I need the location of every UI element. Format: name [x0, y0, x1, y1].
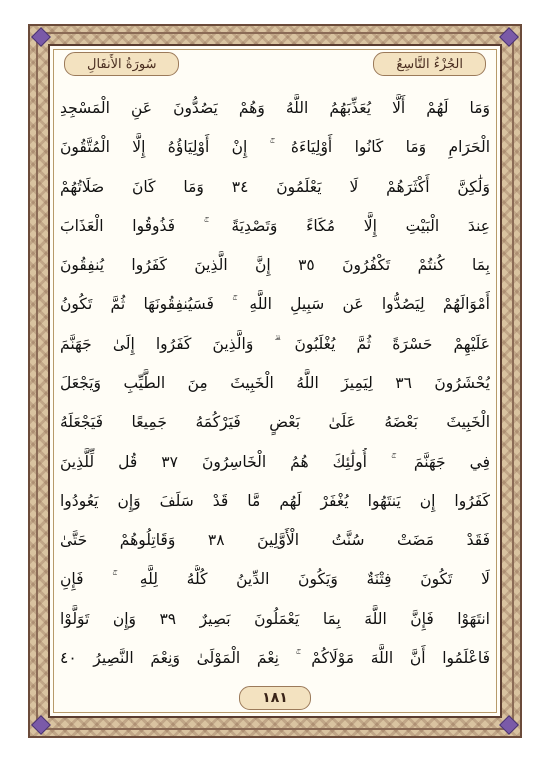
surah-title: سُورَةُ الأَنفَالِ	[64, 52, 179, 76]
verse-line: بِمَا كُنتُمْ تَكْفُرُونَ ٣٥ إِنَّ الَّذِينَ كَفَرُوا يُنفِقُونَ	[60, 256, 490, 275]
juz-title: الجُزْءُ التَّاسِعُ	[373, 52, 486, 76]
verse-line: فَقَدْ مَضَتْ سُنَّتُ الْأَوَّلِينَ ٣٨ وَقَاتِلُوهُمْ حَتَّىٰ	[60, 531, 490, 550]
verse-line: فِي جَهَنَّمَ ۚ أُولَٰئِكَ هُمُ الْخَاسِرُونَ ٣٧ قُل لِّلَّذِينَ	[60, 452, 490, 471]
corner-ornament-icon	[31, 715, 51, 735]
verse-line: عَلَيْهِمْ حَسْرَةً ثُمَّ يُغْلَبُونَ ۗ وَالَّذِينَ كَفَرُوا إِلَىٰ جَهَنَّمَ	[60, 334, 490, 353]
verse-line: فَاعْلَمُوا أَنَّ اللَّهَ مَوْلَاكُمْ ۚ نِعْمَ الْمَوْلَىٰ وَنِعْمَ النَّصِيرُ ٤٠	[60, 648, 490, 667]
text-lines	[60, 94, 490, 672]
corner-ornament-icon	[499, 27, 519, 47]
verse-line: لَا تَكُونَ فِتْنَةٌ وَيَكُونَ الدِّينُ كُلُّهُ لِلَّهِ ۚ فَإِنِ	[60, 570, 490, 589]
verse-line: وَلَٰكِنَّ أَكْثَرَهُمْ لَا يَعْلَمُونَ ٣٤ وَمَا كَانَ صَلَاتُهُمْ	[60, 177, 490, 196]
verse-line: أَمْوَالَهُمْ لِيَصُدُّوا عَن سَبِيلِ اللَّهِ ۚ فَسَيُنفِقُونَهَا ثُمَّ تَكُونُ	[60, 295, 490, 314]
verse-line: وَمَا لَهُمْ أَلَّا يُعَذِّبَهُمُ اللَّهُ وَهُمْ يَصُدُّونَ عَنِ الْمَسْجِدِ	[60, 99, 490, 117]
verse-line: يُحْشَرُونَ ٣٦ لِيَمِيزَ اللَّهُ الْخَبِيثَ مِنَ الطَّيِّبِ وَيَجْعَلَ	[60, 373, 490, 392]
corner-ornament-icon	[499, 715, 519, 735]
verse-line: الْحَرَامِ وَمَا كَانُوا أَوْلِيَاءَهُ ۚ إِنْ أَوْلِيَاؤُهُ إِلَّا الْمُتَّقُونَ	[60, 138, 490, 157]
page-body	[48, 44, 502, 718]
decorative-frame	[28, 24, 522, 738]
verse-line: الْخَبِيثَ بَعْضَهُ عَلَىٰ بَعْضٍ فَيَرْكُمَهُ جَمِيعًا فَيَجْعَلَهُ	[60, 413, 490, 432]
page-number: ١٨١	[239, 686, 311, 710]
page-header	[64, 52, 486, 76]
verse-line: كَفَرُوا إِن يَنتَهُوا يُغْفَرْ لَهُم مَّا قَدْ سَلَفَ وَإِن يَعُودُوا	[60, 491, 490, 510]
verse-line: انتَهَوْا فَإِنَّ اللَّهَ بِمَا يَعْمَلُونَ بَصِيرٌ ٣٩ وَإِن تَوَلَّوْا	[60, 609, 490, 628]
verse-line: عِندَ الْبَيْتِ إِلَّا مُكَاءً وَتَصْدِيَةً ۚ فَذُوقُوا الْعَذَابَ	[60, 216, 490, 235]
